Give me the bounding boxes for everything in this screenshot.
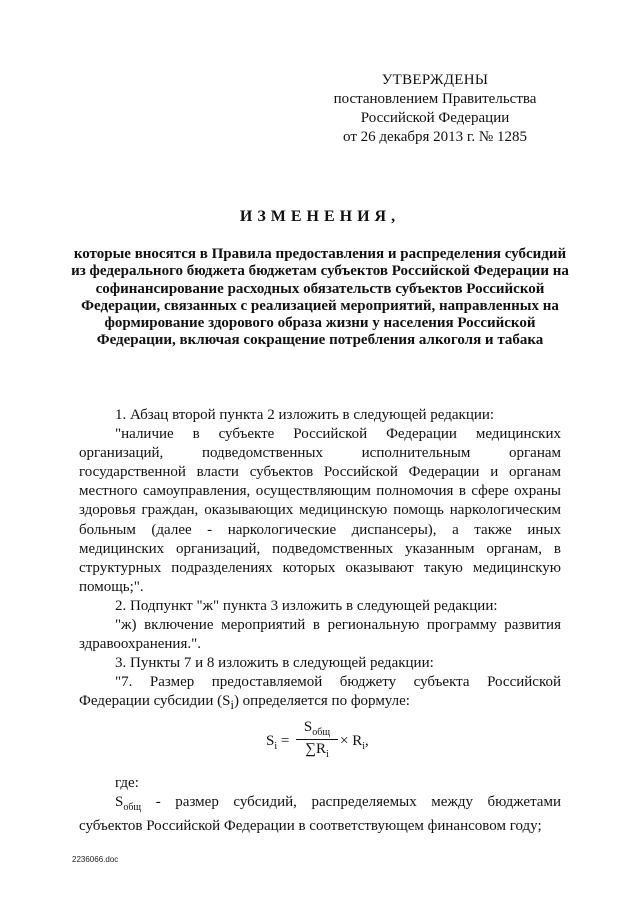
definition	[79, 793, 561, 836]
file-name: 2236066.doc	[72, 855, 119, 864]
definition-symbol: S	[115, 794, 124, 810]
formula-symbol: × R	[340, 733, 363, 749]
document-subtitle: которые вносятся в Правила предоставления и распределения субсидий из федерального бюджета бюджетам субъектов Российской Федерации на софинансирование расходных обязательств субъектов Российской Федерации, связанных с реализацией мероприятий, направленных на формирование здорового образа жизни у населения Российской Федерации, включая сокращение потребления алкоголя и табака	[71, 246, 569, 349]
formula-denominator	[296, 740, 338, 760]
paragraph	[79, 673, 561, 715]
formula-symbol: ∑R	[305, 741, 326, 757]
formula-subscript: i	[362, 741, 365, 752]
formula-symbol: S	[303, 719, 313, 735]
approval-line: постановлением Правительства	[333, 91, 537, 107]
paragraph: 1. Абзац второй пункта 2 изложить в следующей редакции:	[115, 407, 495, 423]
paragraph: "ж) включение мероприятий в региональную программу развития здравоохранения.".	[79, 617, 561, 653]
formula-lhs	[266, 733, 289, 752]
formula-equals: =	[277, 733, 290, 749]
formula-rhs	[340, 733, 369, 752]
paragraph: 3. Пункты 7 и 8 изложить в следующей редакции:	[115, 655, 434, 672]
definition-text: - размер субсидий, распределяемых между бюджетами субъектов Российской Федерации в соответствующем финансовом году;	[79, 794, 561, 834]
formula-subscript: i	[325, 749, 329, 760]
document-title: ИЗМЕНЕНИЯ,	[239, 208, 401, 225]
approval-stamp	[320, 71, 550, 147]
definition-paragraph	[79, 793, 561, 836]
formula-subscript: i	[274, 741, 278, 752]
formula-punct: ,	[365, 733, 369, 749]
paragraph: "наличие в субъекте Российской Федерации медицинских организаций, подведомственных исполнительным органам государственной власти субъектов Российской Федерации и органам местного самоуправления, осуществляющим полномочия в сфере охраны здоровья граждан, оказывающих медицинскую помощь наркологическим больным (далее - наркологические диспансеры), а также иных медицинских организаций, подведомственных указанным органам, в структурных подразделениях которых оказывают такую медицинскую помощь;".	[79, 426, 561, 595]
subscript: i	[230, 698, 234, 713]
paragraph-text: "7. Размер предоставляемой бюджету субъекта Российской Федерации субсидии (S	[79, 674, 561, 710]
approval-line: от 26 декабря 2013 г. № 1285	[343, 129, 527, 145]
approval-title: УТВЕРЖДЕНЫ	[381, 72, 489, 88]
formula-subscript: общ	[312, 727, 331, 738]
definition-subscript: общ	[123, 802, 142, 813]
paragraph: 2. Подпункт "ж" пункта 3 изложить в следующей редакции:	[115, 597, 498, 614]
formula-fraction	[296, 719, 338, 760]
approval-line: Российской Федерации	[360, 110, 510, 126]
formula	[266, 719, 386, 769]
formula-numerator	[296, 719, 338, 740]
where-label: где:	[115, 775, 139, 791]
formula-symbol: S	[266, 733, 275, 749]
document-body	[79, 406, 561, 716]
paragraph-text: ) определяется по формуле:	[233, 693, 410, 710]
